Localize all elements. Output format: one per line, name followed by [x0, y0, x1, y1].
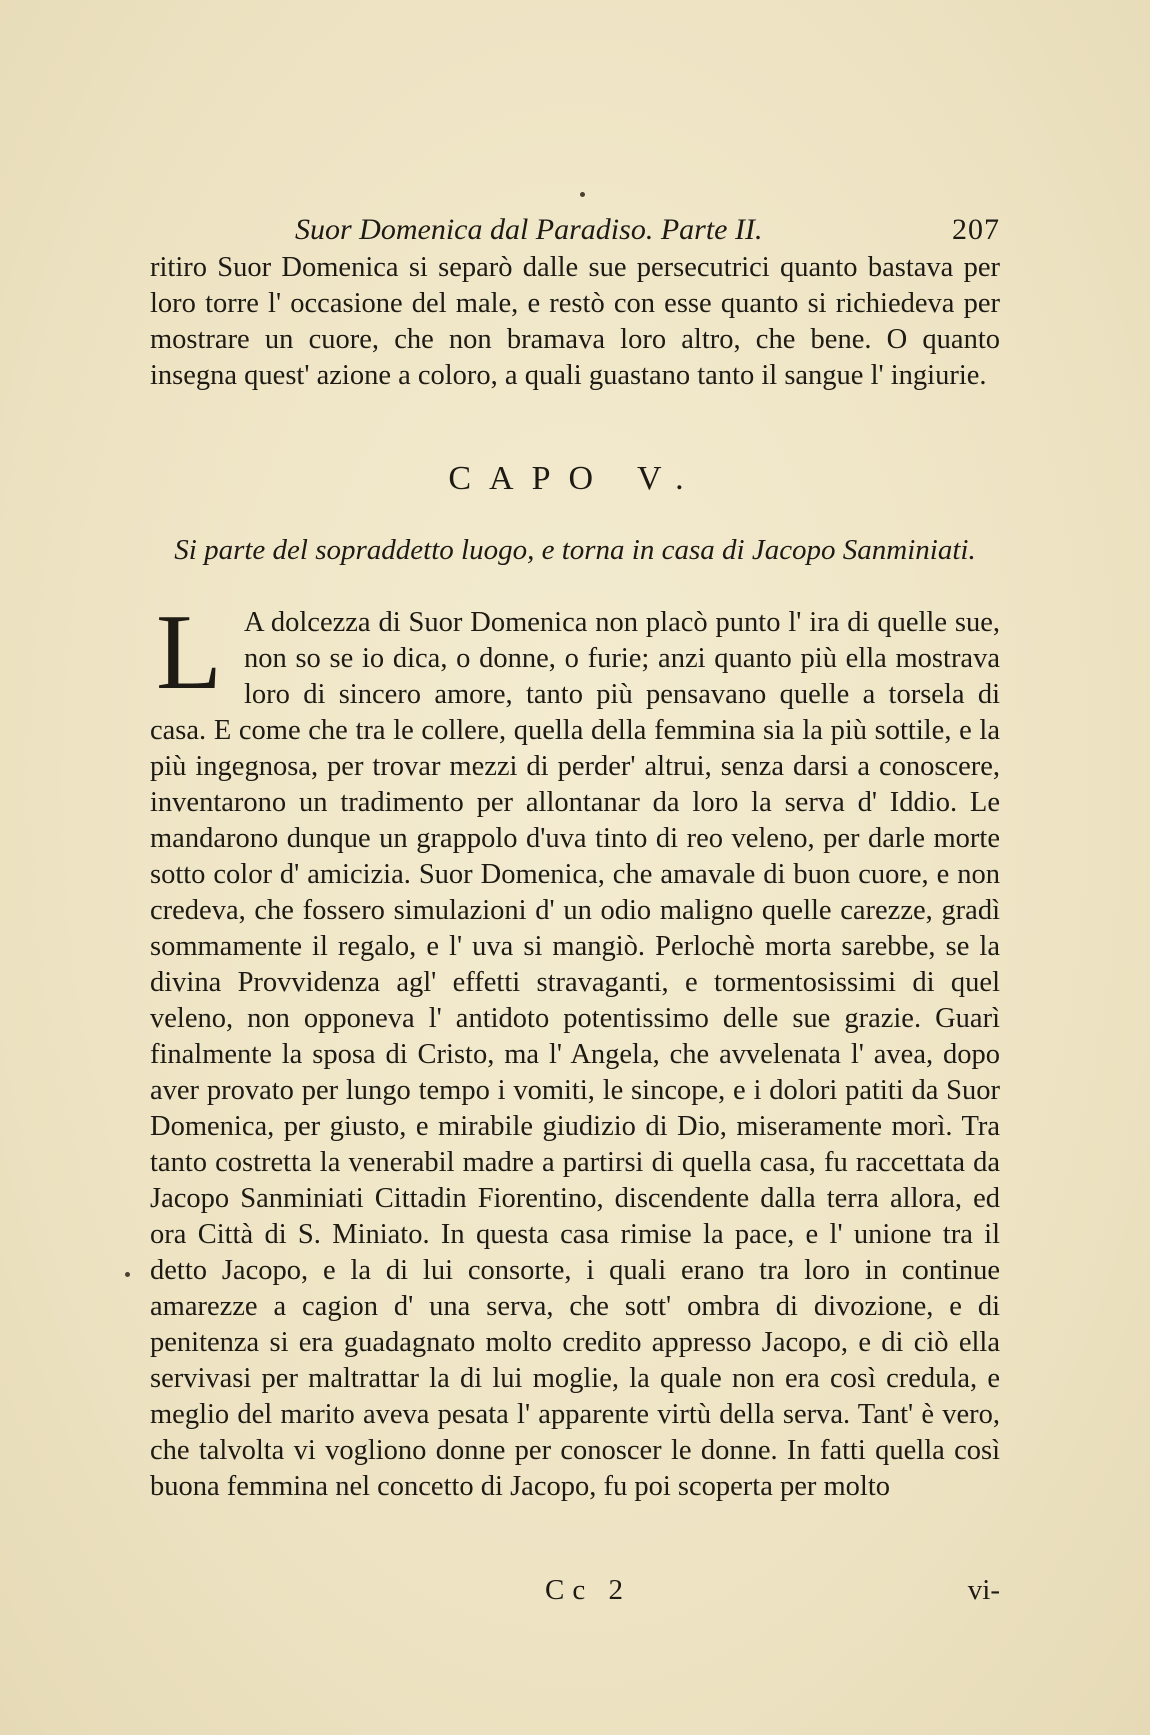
drop-cap: L	[156, 593, 222, 712]
page-number: 207	[952, 213, 1000, 246]
main-text-block	[150, 593, 1000, 1505]
ink-dot	[125, 1272, 130, 1277]
top-paragraph-block	[150, 250, 1000, 394]
ink-dot	[580, 192, 585, 197]
page-footer	[150, 1570, 1000, 1610]
catchword: vi-	[967, 1574, 1000, 1606]
top-paragraph: ritiro Suor Domenica si separò dalle sue persecutrici quanto bastava per loro torre l' occasione del male, e restò con esse quanto si richiedeva per mostrare un cuore, che non bramava loro altro, che bene. O quanto insegna quest' azione a coloro, a quali guastano tanto il sangue l' ingiurie.	[150, 252, 1000, 391]
page-header	[150, 210, 1000, 250]
main-paragraph: A dolcezza di Suor Domenica non placò punto l' ira di quelle sue, non so se io dica, o donne, o furie; anzi quanto più ella mostrava loro di sincero amore, tanto più pensavano quelle a torsela di casa. E come che tra le collere, quella della femmina sia la più sottile, e la più ingegnosa, per trovar mezzi di perder' altrui, senza darsi a conoscere, inventarono un tradimento per allontanar da loro la serva d' Iddio. Le mandarono dunque un grappolo d'uva tinto di reo veleno, per darle morte sotto color d' amicizia. Suor Domenica, che amavale di buon cuore, e non credeva, che fossero simulazioni d' un odio maligno quelle carezze, gradì sommamente il regalo, e l' uva si mangiò. Perlochè morta sarebbe, se la divina Provvidenza agl' effetti stravaganti, e tormentosissimi di quel veleno, non opponeva l' antidoto potentissimo delle sue grazie. Guarì finalmente la sposa di Cristo, ma l' Angela, che avvelenata l' avea, dopo aver provato per lungo tempo i vomiti, le sincope, e i dolori patiti da Suor Domenica, per giusto, e mirabile giudizio di Dio, miseramente morì. Tra tanto costretta la venerabil madre a partirsi di quella casa, fu raccettata da Jacopo Sanminiati Cittadin Fiorentino, discendente dalla terra allora, ed ora Città di S. Miniato. In questa casa rimise la pace, e l' unione tra il detto Jacopo, e la di lui consorte, i quali erano tra loro in continue amarezze a cagion d' una serva, che sott' ombra di divozione, e di penitenza si era guadagnato molto credito appresso Jacopo, e di ciò ella servivasi per maltrattar la di lui moglie, la quale non era così credula, e meglio del marito aveva pesata l' apparente virtù della serva. Tant' è vero, che talvolta vi vogliono donne per conoscer le donne. In fatti quella così buona femmina nel concetto di Jacopo, fu poi scoperta per molto	[150, 607, 1000, 1502]
chapter-subtitle: Si parte del sopraddetto luogo, e torna in casa di Jacopo Sanminiati.	[174, 534, 976, 566]
signature-mark: Cc 2	[545, 1574, 631, 1606]
chapter-heading: CAPO V.	[448, 460, 702, 497]
running-title: Suor Domenica dal Paradiso. Parte II.	[295, 213, 763, 246]
